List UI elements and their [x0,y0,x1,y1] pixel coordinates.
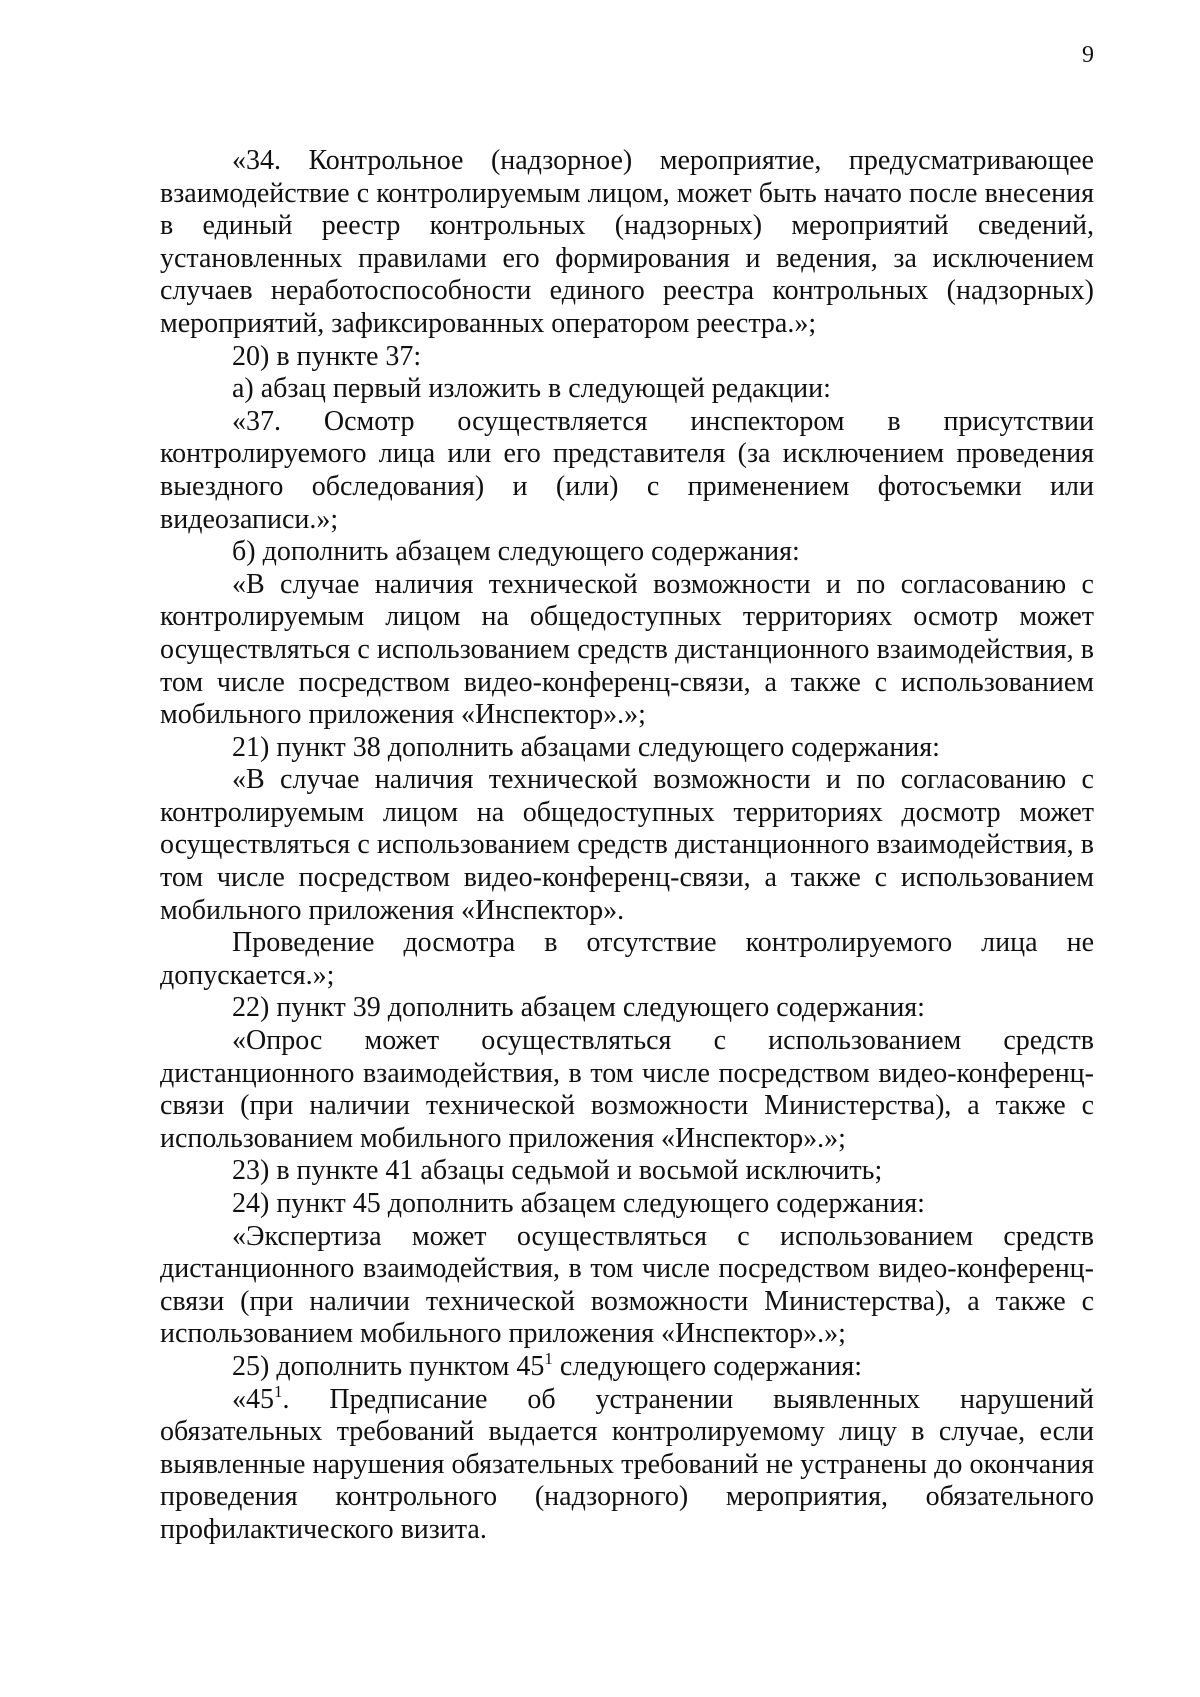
paragraph-item-22: 22) пункт 39 дополнить абзацем следующего содержания: [232,992,925,1024]
paragraph-item-24: 24) пункт 45 дополнить абзацем следующего содержания: [232,1188,925,1219]
paragraph-item-23: 23) в пункте 41 абзацы седьмой и восьмой исключить; [232,1155,883,1187]
paragraph-37-quote: «37. Осмотр осуществляется инспектором в присутствии контролируемого лица или его представителя (за исключением проведения выездного обследования) и (или) с применением фотосъемки или видеозаписи.»; [160,405,1094,535]
text-segment: 25) дополнить пунктом 45 [232,1350,545,1382]
text-segment: . Предписание об устранении выявленных нарушений обязательных требований выдается контролируемому лицу в случае, если выявленные нарушения обязательных требований не устранены до окончания проведения контрольного (надзорного) мероприятия, обязательного профилактического визита. [160,1383,1094,1545]
text-segment: «45 [232,1383,274,1415]
paragraph-survey-remote: «Опрос может осуществляться с использованием средств дистанционного взаимодействия, в том числе посредством видео-конференц-связи (при наличии технической возможности Министерства), а также с использованием мобильного приложения «Инспектор».»; [160,1025,1094,1154]
paragraph-item-20b: б) дополнить абзацем следующего содержания: [232,536,800,568]
paragraph-expertise-remote: «Экспертиза может осуществляться с использованием средств дистанционного взаимодействия, в том числе посредством видео-конференц-связи (при наличии технической возможности Министерства), а также с использованием мобильного приложения «Инспектор».»; [160,1220,1094,1350]
superscript: 1 [544,1348,553,1368]
text-segment: следующего содержания: [552,1350,862,1382]
paragraph-item-20a: а) абзац первый изложить в следующей редакции: [232,373,831,405]
paragraph-item-25 [160,1348,1094,1384]
paragraph-inspection-remote: «В случае наличия технической возможности и по согласованию с контролируемым лицом на общедоступных территориях осмотр может осуществляться с использованием средств дистанционного взаимодействия, в том числе посредством видео-конференц-связи, а также с использованием мобильного приложения «Инспектор».»; [160,568,1094,731]
paragraph-34-quote: «34. Контрольное (надзорное) мероприятие, предусматривающее взаимодействие с контролируемым лицом, может быть начато после внесения в единый реестр контрольных (надзорных) мероприятий сведений, установленных правилами его формирования и ведения, за исключением случаев неработоспособности единого реестра контрольных (надзорных) мероприятий, зафиксированных оператором реестра.»; [160,145,1094,339]
paragraph-item-21: 21) пункт 38 дополнить абзацами следующего содержания: [232,731,940,763]
paragraph-45-1-quote [160,1381,1094,1547]
paragraph-search-remote: «В случае наличия технической возможности и по согласованию с контролируемым лицом на общедоступных территориях досмотр может осуществляться с использованием средств дистанционного взаимодействия, в том числе посредством видео-конференц-связи, а также с использованием мобильного приложения «Инспектор». [160,764,1094,926]
document-body [160,145,1094,1547]
paragraph-item-20: 20) в пункте 37: [232,340,422,372]
superscript: 1 [274,1381,283,1401]
paragraph-search-absence: Проведение досмотра в отсутствие контролируемого лица не допускается.»; [160,927,1094,991]
page-number: 9 [1082,42,1094,68]
